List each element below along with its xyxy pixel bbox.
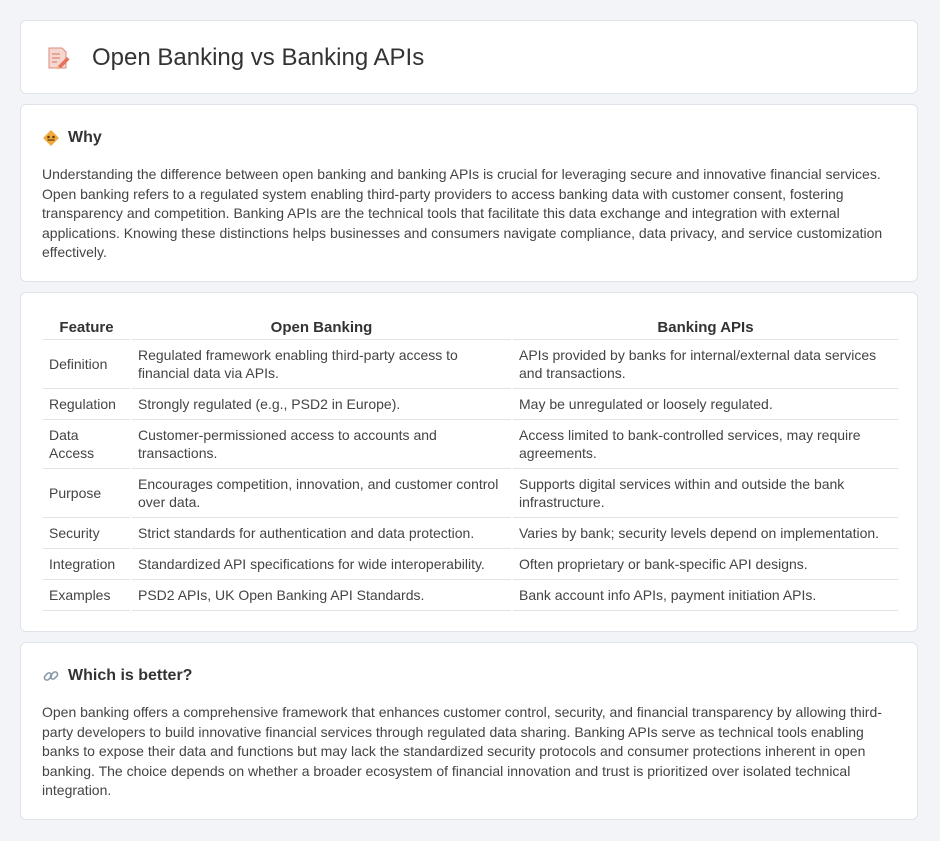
diamond-road-sign-icon	[42, 129, 60, 147]
banking-apis-cell: May be unregulated or loosely regulated.	[512, 389, 898, 420]
open-banking-cell: PSD2 APIs, UK Open Banking API Standards.	[131, 580, 512, 611]
feature-cell: Regulation	[43, 389, 131, 420]
table-row	[43, 518, 898, 549]
feature-cell: Data Access	[43, 420, 131, 469]
table-header-row	[43, 315, 898, 340]
table-row	[43, 580, 898, 611]
open-banking-cell: Customer-permissioned access to accounts and transactions.	[131, 420, 512, 469]
table-row	[43, 469, 898, 518]
which-is-better-section	[20, 642, 918, 820]
open-banking-cell: Standardized API specifications for wide interoperability.	[131, 549, 512, 580]
feature-cell: Definition	[43, 340, 131, 389]
table-row	[43, 549, 898, 580]
open-banking-cell: Strongly regulated (e.g., PSD2 in Europe).	[131, 389, 512, 420]
better-heading	[42, 665, 192, 687]
banking-apis-cell: APIs provided by banks for internal/external data services and transactions.	[512, 340, 898, 389]
memo-pencil-icon	[45, 45, 71, 71]
column-header-feature: Feature	[43, 315, 131, 340]
why-heading	[42, 127, 102, 149]
header-card	[20, 20, 918, 94]
table-row	[43, 420, 898, 469]
feature-cell: Examples	[43, 580, 131, 611]
banking-apis-cell: Bank account info APIs, payment initiation APIs.	[512, 580, 898, 611]
table-row	[43, 389, 898, 420]
column-header-open-banking: Open Banking	[131, 315, 512, 340]
open-banking-cell: Regulated framework enabling third-party access to financial data via APIs.	[131, 340, 512, 389]
open-banking-cell: Strict standards for authentication and data protection.	[131, 518, 512, 549]
open-banking-cell: Encourages competition, innovation, and customer control over data.	[131, 469, 512, 518]
banking-apis-cell: Supports digital services within and outside the bank infrastructure.	[512, 469, 898, 518]
better-text: Open banking offers a comprehensive framework that enhances customer control, security, and financial transparency by allowing third-party developers to build innovative financial services through regulated data sharing. Banking APIs serve as technical tools enabling banks to expose their data and functions but may lack the standardized security protocols and consumer protections inherent in open banking. The choice depends on whether a broader ecosystem of financial innovation and trust is prioritized over isolated technical integration.	[42, 704, 882, 799]
banking-apis-cell: Access limited to bank-controlled services, may require agreements.	[512, 420, 898, 469]
better-title: Which is better?	[68, 667, 193, 684]
why-text: Understanding the difference between open banking and banking APIs is crucial for leveraging secure and innovative financial services. Open banking refers to a regulated system enabling third-party providers to access banking data with customer consent, fostering transparency and competition. Banking APIs are the technical tools that facilitate this data exchange and integration with external applications. Knowing these distinctions helps businesses and consumers navigate compliance, data privacy, and service customization effectively.	[42, 166, 883, 261]
comparison-table	[43, 315, 898, 611]
why-section	[20, 104, 918, 282]
feature-cell: Security	[43, 518, 131, 549]
banking-apis-cell: Varies by bank; security levels depend on implementation.	[512, 518, 898, 549]
why-title: Why	[68, 129, 102, 146]
link-icon	[42, 667, 60, 685]
column-header-banking-apis: Banking APIs	[512, 315, 898, 340]
feature-cell: Integration	[43, 549, 131, 580]
banking-apis-cell: Often proprietary or bank-specific API designs.	[512, 549, 898, 580]
page-title: Open Banking vs Banking APIs	[92, 44, 425, 71]
table-row	[43, 340, 898, 389]
feature-cell: Purpose	[43, 469, 131, 518]
comparison-section	[20, 292, 918, 632]
